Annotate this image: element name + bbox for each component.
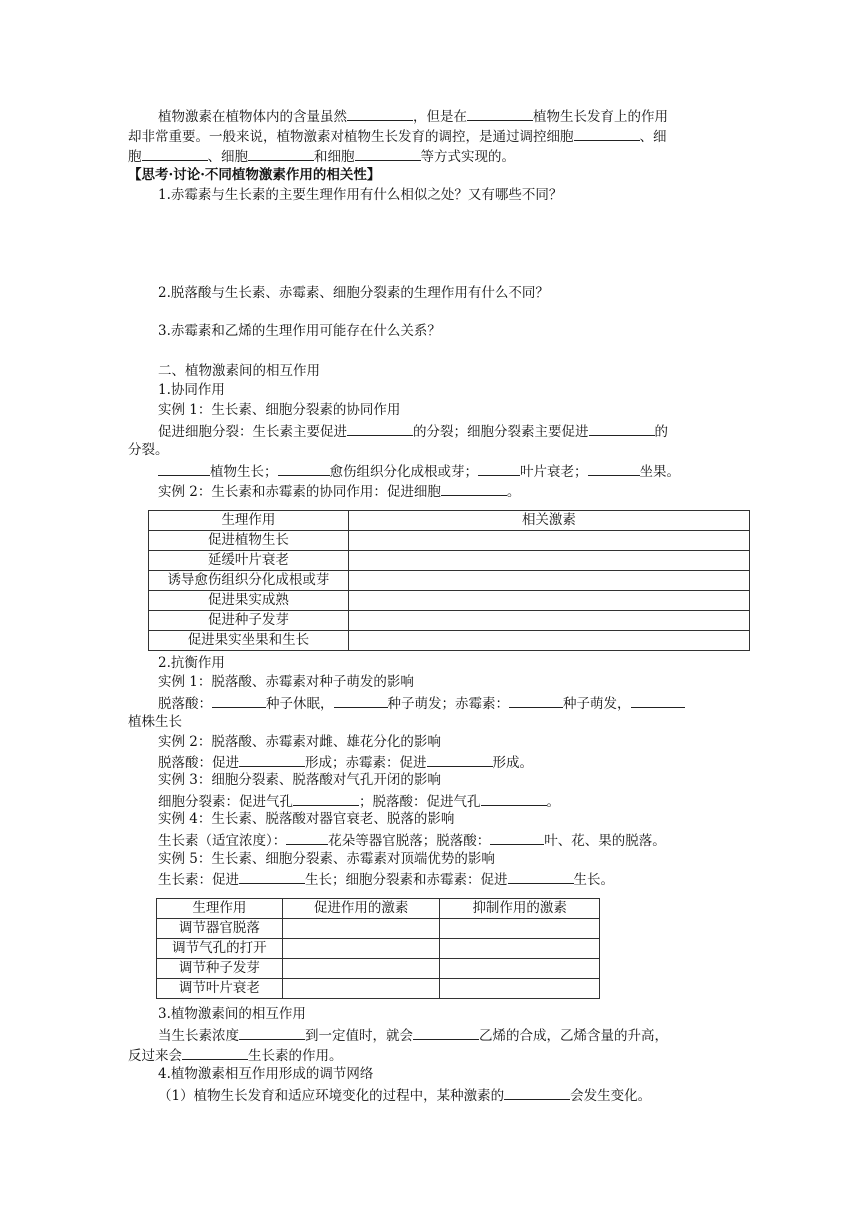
text: 形成。 (492, 755, 533, 771)
text: 脱落酸：促进 (158, 755, 239, 771)
answer-cell (348, 571, 749, 591)
blank (413, 1025, 479, 1040)
blank (142, 146, 208, 161)
blank (347, 421, 413, 436)
interaction-line-2 (128, 1045, 343, 1066)
answer-cell (282, 959, 440, 979)
answer-cell (348, 531, 749, 551)
blank (248, 146, 314, 161)
text: 实例 2：生长素和赤霉素的协同作用：促进细胞 (158, 484, 441, 500)
blank (509, 693, 563, 708)
text: 的分裂；细胞分裂素主要促进 (413, 424, 589, 440)
table-header-row (149, 511, 750, 531)
text: 反过来会 (128, 1048, 182, 1064)
table-cell: 调节器官脱落 (157, 919, 283, 939)
answer-cell (348, 611, 749, 631)
blank (334, 693, 388, 708)
anta-example-5: 实例 5：生长素、细胞分裂素、赤霉素对顶端优势的影响 (158, 851, 495, 867)
answer-cell (348, 551, 749, 571)
table-row (149, 611, 750, 631)
text: 会发生变化。 (570, 1088, 652, 1104)
blank (481, 791, 547, 806)
table-cell: 调节叶片衰老 (157, 979, 283, 999)
blank (467, 106, 533, 121)
answer-cell (440, 939, 600, 959)
text: 到一定值时，就会 (305, 1028, 413, 1044)
blank (588, 461, 640, 476)
table-row (149, 631, 750, 651)
text: 脱落酸： (158, 696, 212, 712)
anta-line-3 (158, 791, 560, 812)
answer-cell (282, 919, 440, 939)
header-cell: 促进作用的激素 (282, 899, 440, 919)
blank (574, 126, 640, 141)
network-line-1 (158, 1085, 651, 1106)
intro-text: 却非常重要。一般来说，植物激素对植物生长发育的调控，是通过调控细胞 (128, 129, 574, 145)
interaction-line-1 (158, 1025, 668, 1046)
subsection-synergy: 1.协同作用 (158, 382, 225, 398)
section-heading: 二、植物激素间的相互作用 (158, 363, 320, 379)
table-row (149, 531, 750, 551)
anta-example-1: 实例 1：脱落酸、赤霉素对种子萌发的影响 (158, 674, 414, 690)
blank (158, 461, 210, 476)
table-cell: 延缓叶片衰老 (149, 551, 349, 571)
table-row (149, 571, 750, 591)
intro-text: 植物激素在植物体内的含量虽然 (158, 109, 347, 125)
blank (589, 421, 655, 436)
answer-cell (282, 979, 440, 999)
subsection-antagonism: 2.抗衡作用 (158, 655, 225, 671)
blank (504, 1085, 570, 1100)
answer-cell (348, 631, 749, 651)
blank (478, 461, 520, 476)
text: 叶、花、果的脱落。 (544, 833, 666, 849)
blank (347, 106, 413, 121)
blank (286, 830, 328, 845)
blank (278, 461, 330, 476)
table-row (157, 919, 600, 939)
answer-cell (440, 919, 600, 939)
intro-line-2 (128, 126, 667, 147)
synergy-line (158, 461, 680, 482)
answer-cell (440, 979, 600, 999)
subsection-interaction: 3.植物激素间的相互作用 (158, 1006, 306, 1022)
question-3: 3.赤霉素和乙烯的生理作用可能存在什么关系？ (158, 323, 441, 339)
text: 。 (546, 794, 560, 810)
antagonism-table (156, 898, 600, 999)
intro-text: 和细胞 (314, 149, 355, 165)
text: 叶片衰老； (520, 464, 588, 480)
table-row (157, 939, 600, 959)
intro-text: 、细 (639, 129, 667, 145)
table-cell: 诱导愈伤组织分化成根或芽 (149, 571, 349, 591)
text: 植物生长； (210, 464, 278, 480)
blank (239, 1025, 305, 1040)
anta-example-4: 实例 4：生长素、脱落酸对器官衰老、脱落的影响 (158, 811, 455, 827)
anta-example-3: 实例 3：细胞分裂素、脱落酸对气孔开闭的影响 (158, 772, 441, 788)
blank (631, 693, 685, 708)
header-cell: 抑制作用的激素 (440, 899, 600, 919)
text: 坐果。 (639, 464, 680, 480)
text: 当生长素浓度 (158, 1028, 239, 1044)
subsection-network: 4.植物激素相互作用形成的调节网络 (158, 1066, 374, 1082)
blank (441, 481, 507, 496)
table-cell: 调节种子发芽 (157, 959, 283, 979)
header-cell: 生理作用 (149, 511, 349, 531)
division-line-2: 分裂。 (128, 442, 169, 458)
synergy-table (148, 510, 750, 651)
text: 生长。 (573, 872, 614, 888)
text: 。 (506, 484, 521, 500)
text: 花朵等器官脱落；脱落酸： (328, 833, 491, 849)
table-row (157, 979, 600, 999)
text: 细胞分裂素：促进气孔 (158, 794, 293, 810)
intro-line-1 (158, 106, 668, 127)
text: 生长素的作用。 (248, 1048, 343, 1064)
blank (212, 693, 266, 708)
text: 乙烯的合成，乙烯含量的升高， (479, 1028, 668, 1044)
intro-text: 胞 (128, 149, 142, 165)
intro-text: 等方式实现的。 (420, 149, 515, 165)
intro-text: 、细胞 (207, 149, 248, 165)
text: 生长素：促进 (158, 872, 239, 888)
table-cell: 促进果实坐果和生长 (149, 631, 349, 651)
intro-line-3 (128, 146, 515, 167)
intro-text: ，但是在 (413, 109, 467, 125)
table-cell: 促进植物生长 (149, 531, 349, 551)
text: 形成；赤霉素：促进 (305, 755, 427, 771)
text: 生长素（适宜浓度）： (158, 833, 287, 849)
text: （1）植物生长发育和适应环境变化的过程中，某种激素的 (158, 1088, 505, 1104)
example-1: 实例 1：生长素、细胞分裂素的协同作用 (158, 402, 401, 418)
anta-example-2: 实例 2：脱落酸、赤霉素对雌、雄花分化的影响 (158, 734, 441, 750)
header-cell: 相关激素 (348, 511, 749, 531)
anta-line-1b: 植株生长 (128, 714, 182, 730)
table-cell: 调节气孔的打开 (157, 939, 283, 959)
text: 促进细胞分裂：生长素主要促进 (158, 424, 347, 440)
blank (182, 1045, 248, 1060)
table-cell: 促进果实成熟 (149, 591, 349, 611)
anta-line-1 (158, 693, 685, 714)
text: 种子萌发；赤霉素： (387, 696, 509, 712)
blank (293, 791, 359, 806)
blank (490, 830, 544, 845)
question-2: 2.脱落酸与生长素、赤霉素、细胞分裂素的生理作用有什么不同？ (158, 285, 549, 301)
table-row (149, 591, 750, 611)
think-title: 【思考·讨论·不同植物激素作用的相关性】 (128, 167, 381, 183)
text: 种子萌发， (563, 696, 631, 712)
anta-line-5 (158, 869, 614, 890)
question-1: 1.赤霉素与生长素的主要生理作用有什么相似之处？又有哪些不同？ (158, 187, 563, 203)
header-cell: 生理作用 (157, 899, 283, 919)
text: 种子休眠， (266, 696, 334, 712)
blank (239, 752, 305, 767)
anta-line-2 (158, 752, 533, 773)
answer-cell (282, 939, 440, 959)
blank (508, 869, 574, 884)
answer-cell (440, 959, 600, 979)
text: 的 (654, 424, 668, 440)
blank (239, 869, 305, 884)
blank (427, 752, 493, 767)
blank (355, 146, 421, 161)
example-2 (158, 481, 520, 502)
answer-cell (348, 591, 749, 611)
text: 愈伤组织分化成根或芽； (329, 464, 478, 480)
table-header-row (157, 899, 600, 919)
table-cell: 促进种子发芽 (149, 611, 349, 631)
division-line (158, 421, 668, 442)
intro-text: 植物生长发育上的作用 (533, 109, 668, 125)
text: 生长；细胞分裂素和赤霉素：促进 (305, 872, 508, 888)
table-row (157, 959, 600, 979)
text: ；脱落酸：促进气孔 (359, 794, 481, 810)
table-row (149, 551, 750, 571)
anta-line-4 (158, 830, 666, 851)
